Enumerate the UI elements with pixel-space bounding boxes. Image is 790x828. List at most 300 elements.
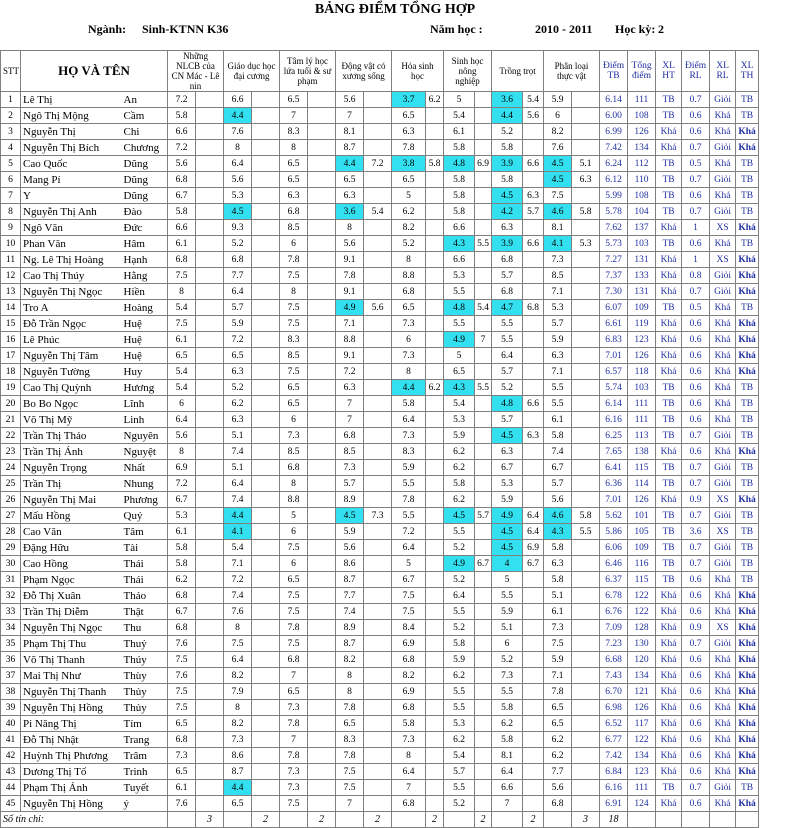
family-name: Đỗ Thị Xuân [21, 588, 122, 604]
given-name: Đào [122, 204, 168, 220]
family-name: Trần Thị Ánh [21, 444, 122, 460]
retake-score-cell [196, 540, 224, 556]
retake-score-cell [364, 348, 392, 364]
retake-score-cell [572, 780, 600, 796]
retake-score-cell [523, 700, 544, 716]
score-cell: 7.5 [280, 588, 308, 604]
retake-score-cell [364, 556, 392, 572]
training-score: 0.7 [682, 508, 710, 524]
family-name: Cao Thị Thúy [21, 268, 122, 284]
score-cell: 7.3 [336, 460, 364, 476]
retake-score-cell [475, 652, 492, 668]
rank-th: TB [736, 556, 759, 572]
table-row [1, 476, 790, 492]
rank-rl: Khá [710, 332, 736, 348]
score-cell: 6.1 [168, 524, 196, 540]
retake-score-cell [523, 604, 544, 620]
retake-score-cell [523, 636, 544, 652]
score-cell: 5.8 [168, 540, 196, 556]
score-cell: 7.1 [544, 668, 572, 684]
score-cell: 4.6 [544, 204, 572, 220]
rank-rl: Giỏi [710, 428, 736, 444]
score-cell: 8 [168, 444, 196, 460]
score-cell: 8.3 [392, 444, 426, 460]
family-name: Huỳnh Thị Phương [21, 748, 122, 764]
family-name: Phan Văn [21, 236, 122, 252]
total-score: 123 [628, 332, 656, 348]
retake-score-cell [308, 764, 336, 780]
row-stt: 12 [1, 268, 21, 284]
retake-score-cell [308, 284, 336, 300]
score-cell: 4.1 [224, 524, 252, 540]
rank-rl: Khá [710, 236, 736, 252]
retake-score-cell [308, 700, 336, 716]
score-cell: 6.2 [444, 668, 475, 684]
avg-score: 5.99 [600, 188, 628, 204]
retake-score-cell [572, 220, 600, 236]
retake-score-cell [475, 316, 492, 332]
score-cell: 7.6 [168, 636, 196, 652]
retake-score-cell [426, 588, 444, 604]
retake-score-cell [572, 124, 600, 140]
score-cell: 7.5 [280, 364, 308, 380]
retake-score-cell [475, 364, 492, 380]
avg-score: 7.09 [600, 620, 628, 636]
score-cell: 6.6 [168, 220, 196, 236]
rank-ht: TB [656, 300, 682, 316]
score-cell: 8.3 [280, 124, 308, 140]
score-cell: 6.8 [492, 284, 523, 300]
total-score: 119 [628, 316, 656, 332]
score-cell: 7.8 [280, 716, 308, 732]
score-cell: 6.7 [168, 188, 196, 204]
family-name: Đặng Hữu [21, 540, 122, 556]
score-cell: 7.5 [280, 316, 308, 332]
retake-score-cell [475, 588, 492, 604]
retake-score-cell [308, 540, 336, 556]
rank-th: Khá [736, 252, 759, 268]
retake-score-cell [475, 348, 492, 364]
score-cell: 5.5 [444, 284, 475, 300]
rank-th: Khá [736, 220, 759, 236]
avg-score: 6.91 [600, 796, 628, 812]
retake-score-cell [308, 476, 336, 492]
retake-score-cell [523, 140, 544, 156]
row-stt: 45 [1, 796, 21, 812]
score-cell: 6.7 [392, 572, 426, 588]
total-score: 111 [628, 780, 656, 796]
score-cell: 6.1 [168, 780, 196, 796]
retake-score-cell [475, 492, 492, 508]
score-cell: 6.8 [224, 252, 252, 268]
score-cell: 4.9 [444, 332, 475, 348]
rank-ht: TB [656, 572, 682, 588]
rank-ht: Khá [656, 620, 682, 636]
score-cell: 4.5 [544, 156, 572, 172]
score-cell: 8.5 [544, 268, 572, 284]
retake-score-cell [196, 236, 224, 252]
score-cell: 5.2 [492, 124, 523, 140]
score-cell: 9.1 [336, 348, 364, 364]
score-cell: 5.8 [444, 476, 475, 492]
score-cell: 7.3 [280, 780, 308, 796]
score-cell: 5.4 [224, 540, 252, 556]
retake-score-cell [426, 716, 444, 732]
score-cell: 8.2 [224, 716, 252, 732]
total-score: 122 [628, 588, 656, 604]
retake-score-cell [196, 700, 224, 716]
score-cell: 6.8 [168, 252, 196, 268]
score-cell: 6.5 [544, 700, 572, 716]
training-score: 0.7 [682, 460, 710, 476]
score-cell: 6.5 [280, 380, 308, 396]
retake-score-cell [252, 636, 280, 652]
retake-score-cell [196, 204, 224, 220]
row-stt: 33 [1, 604, 21, 620]
given-name: Thái [122, 572, 168, 588]
score-cell: 6.2 [544, 748, 572, 764]
training-score: 0.7 [682, 540, 710, 556]
table-row [1, 108, 790, 124]
rank-ht: TB [656, 540, 682, 556]
training-score: 0.6 [682, 716, 710, 732]
retake-score-cell: 7 [475, 332, 492, 348]
retake-score-cell [426, 668, 444, 684]
table-row [1, 364, 790, 380]
score-cell: 5.8 [492, 732, 523, 748]
score-cell: 5.5 [492, 588, 523, 604]
rank-ht: TB [656, 524, 682, 540]
retake-score-cell [426, 204, 444, 220]
family-name: Nguyễn Thị Ngọc [21, 620, 122, 636]
retake-score-cell [196, 620, 224, 636]
table-row [1, 156, 790, 172]
avg-score: 7.42 [600, 748, 628, 764]
score-cell: 4.4 [224, 508, 252, 524]
given-name: Tím [122, 716, 168, 732]
score-cell: 5.6 [168, 156, 196, 172]
total-score: 126 [628, 124, 656, 140]
retake-score-cell [364, 476, 392, 492]
score-cell: 6.8 [392, 700, 426, 716]
retake-score-cell [572, 700, 600, 716]
score-cell: 5.2 [224, 380, 252, 396]
score-cell: 6.7 [168, 492, 196, 508]
retake-score-cell [252, 796, 280, 812]
family-name: Tro A [21, 300, 122, 316]
score-cell: 7.1 [224, 556, 252, 572]
rank-rl: Khá [710, 732, 736, 748]
score-cell: 6.5 [336, 172, 364, 188]
total-score: 120 [628, 652, 656, 668]
retake-score-cell [196, 92, 224, 108]
score-cell: 8 [392, 364, 426, 380]
retake-score-cell [523, 652, 544, 668]
score-cell: 6 [168, 396, 196, 412]
rank-th: Khá [736, 748, 759, 764]
given-name: Dũng [122, 156, 168, 172]
table-row [1, 348, 790, 364]
total-score: 131 [628, 284, 656, 300]
family-name: Ngô Thị Mộng [21, 108, 122, 124]
rank-ht: Khá [656, 668, 682, 684]
rank-ht: Khá [656, 348, 682, 364]
retake-score-cell [252, 348, 280, 364]
total-score: 134 [628, 748, 656, 764]
retake-score-cell [523, 284, 544, 300]
total-score: 111 [628, 412, 656, 428]
score-cell: 7.5 [168, 700, 196, 716]
score-cell: 7.5 [392, 604, 426, 620]
retake-score-cell [308, 780, 336, 796]
row-stt: 13 [1, 284, 21, 300]
score-cell: 6.8 [544, 796, 572, 812]
retake-score-cell [426, 412, 444, 428]
retake-score-cell [426, 780, 444, 796]
rank-th: TB [736, 780, 759, 796]
score-cell: 6.5 [392, 172, 426, 188]
rank-th: Khá [736, 620, 759, 636]
col-xl-rl: XL RL [710, 51, 736, 92]
retake-score-cell [252, 156, 280, 172]
retake-score-cell [475, 572, 492, 588]
rank-th: Khá [736, 636, 759, 652]
score-cell: 6.5 [392, 108, 426, 124]
retake-score-cell [523, 668, 544, 684]
score-cell: 6.7 [544, 460, 572, 476]
score-cell: 7.9 [224, 684, 252, 700]
score-cell: 7.3 [280, 764, 308, 780]
avg-score: 5.78 [600, 204, 628, 220]
score-cell: 4.9 [336, 300, 364, 316]
family-name: Mai Thị Như [21, 668, 122, 684]
given-name: Hoàng [122, 300, 168, 316]
retake-score-cell [364, 444, 392, 460]
training-score: 0.6 [682, 412, 710, 428]
score-cell: 6.2 [168, 572, 196, 588]
table-row [1, 732, 790, 748]
score-cell: 4.4 [392, 380, 426, 396]
retake-score-cell [196, 428, 224, 444]
retake-score-cell [196, 188, 224, 204]
score-cell: 5.5 [444, 524, 475, 540]
rank-rl: Khá [710, 764, 736, 780]
retake-score-cell: 5.7 [523, 204, 544, 220]
rank-rl: XS [710, 524, 736, 540]
score-cell: 6.5 [280, 92, 308, 108]
score-cell: 7.8 [336, 700, 364, 716]
training-score: 1 [682, 252, 710, 268]
credit-1: 3 [196, 812, 224, 828]
retake-score-cell [475, 284, 492, 300]
retake-score-cell [475, 604, 492, 620]
retake-score-cell [364, 140, 392, 156]
score-cell: 7.4 [544, 444, 572, 460]
total-score: 103 [628, 236, 656, 252]
retake-score-cell [308, 492, 336, 508]
score-cell: 7.1 [336, 316, 364, 332]
retake-score-cell: 5.6 [523, 108, 544, 124]
table-row [1, 172, 790, 188]
score-cell: 5.1 [224, 428, 252, 444]
col-subject-7: Trồng trọt [492, 51, 544, 92]
score-cell: 6.5 [280, 572, 308, 588]
retake-score-cell [523, 268, 544, 284]
score-cell: 7.2 [224, 572, 252, 588]
rank-rl: Khá [710, 348, 736, 364]
rank-th: TB [736, 540, 759, 556]
rank-rl: Giỏi [710, 636, 736, 652]
total-score: 126 [628, 348, 656, 364]
retake-score-cell [475, 476, 492, 492]
retake-score-cell [308, 524, 336, 540]
training-score: 0.6 [682, 668, 710, 684]
row-stt: 38 [1, 684, 21, 700]
score-cell: 6.3 [224, 364, 252, 380]
row-stt: 17 [1, 348, 21, 364]
retake-score-cell [308, 172, 336, 188]
score-cell: 6 [544, 108, 572, 124]
score-cell: 5.8 [544, 428, 572, 444]
score-cell: 6.7 [492, 460, 523, 476]
retake-score-cell [252, 652, 280, 668]
total-score: 109 [628, 300, 656, 316]
retake-score-cell [572, 684, 600, 700]
score-cell: 8.5 [280, 348, 308, 364]
score-cell: 5.1 [492, 620, 523, 636]
retake-score-cell [426, 332, 444, 348]
rank-ht: TB [656, 108, 682, 124]
training-score: 0.7 [682, 284, 710, 300]
score-cell: 6.8 [392, 796, 426, 812]
retake-score-cell [572, 796, 600, 812]
total-score: 137 [628, 220, 656, 236]
score-cell: 4.5 [492, 428, 523, 444]
retake-score-cell [364, 588, 392, 604]
rank-rl: Khá [710, 396, 736, 412]
rank-th: Khá [736, 652, 759, 668]
rank-ht: Khá [656, 764, 682, 780]
retake-score-cell [364, 700, 392, 716]
retake-score-cell [426, 220, 444, 236]
retake-score-cell [572, 620, 600, 636]
score-cell: 5.8 [444, 140, 475, 156]
score-cell: 7.5 [280, 300, 308, 316]
family-name: Cao Hồng [21, 556, 122, 572]
table-row [1, 188, 790, 204]
score-cell: 6.3 [544, 348, 572, 364]
rank-rl: Khá [710, 364, 736, 380]
score-cell: 6.3 [336, 188, 364, 204]
retake-score-cell [364, 604, 392, 620]
retake-score-cell [523, 220, 544, 236]
retake-score-cell [196, 284, 224, 300]
retake-score-cell [364, 252, 392, 268]
score-cell: 4.4 [224, 780, 252, 796]
family-name: Y [21, 188, 122, 204]
retake-score-cell [572, 572, 600, 588]
col-diem-rl: Điểm RL [682, 51, 710, 92]
score-cell: 5.3 [444, 716, 475, 732]
row-stt: 7 [1, 188, 21, 204]
score-cell: 7 [280, 668, 308, 684]
total-score: 117 [628, 716, 656, 732]
rank-th: Khá [736, 364, 759, 380]
score-cell: 8 [336, 684, 364, 700]
family-name: Trần Thị [21, 476, 122, 492]
given-name: Linh [122, 412, 168, 428]
avg-score: 6.41 [600, 460, 628, 476]
score-cell: 8.8 [280, 492, 308, 508]
row-stt: 5 [1, 156, 21, 172]
retake-score-cell [475, 268, 492, 284]
retake-score-cell [426, 396, 444, 412]
rank-th: Khá [736, 332, 759, 348]
grade-rows [1, 92, 790, 812]
retake-score-cell: 5.5 [572, 524, 600, 540]
rank-th: TB [736, 476, 759, 492]
retake-score-cell [196, 780, 224, 796]
score-cell: 7.7 [336, 588, 364, 604]
avg-score: 6.52 [600, 716, 628, 732]
score-cell: 5.3 [544, 300, 572, 316]
score-cell: 7.5 [224, 636, 252, 652]
given-name: Chương [122, 140, 168, 156]
retake-score-cell [364, 428, 392, 444]
score-cell: 5.7 [492, 268, 523, 284]
retake-score-cell [196, 332, 224, 348]
score-cell: 7.8 [392, 140, 426, 156]
score-cell: 8.6 [336, 556, 364, 572]
score-cell: 8.5 [336, 444, 364, 460]
retake-score-cell [252, 492, 280, 508]
total-score: 112 [628, 156, 656, 172]
given-name: Thủy [122, 684, 168, 700]
score-cell: 7.3 [392, 348, 426, 364]
retake-score-cell [523, 172, 544, 188]
given-name: Nguyên [122, 428, 168, 444]
rank-ht: TB [656, 156, 682, 172]
retake-score-cell [252, 140, 280, 156]
retake-score-cell [308, 220, 336, 236]
retake-score-cell [196, 652, 224, 668]
score-cell: 5.5 [492, 684, 523, 700]
score-cell: 8.7 [224, 764, 252, 780]
retake-score-cell [252, 620, 280, 636]
score-cell: 4.8 [492, 396, 523, 412]
rank-ht: Khá [656, 684, 682, 700]
avg-score: 7.30 [600, 284, 628, 300]
rank-ht: TB [656, 172, 682, 188]
retake-score-cell: 6.3 [523, 188, 544, 204]
score-cell: 5.6 [336, 92, 364, 108]
retake-score-cell: 5.5 [475, 236, 492, 252]
score-cell: 7.8 [336, 268, 364, 284]
score-cell: 5.4 [444, 108, 475, 124]
family-name: Lê Thị [21, 92, 122, 108]
given-name: Nhất [122, 460, 168, 476]
score-cell: 5.2 [224, 236, 252, 252]
score-cell: 6.5 [280, 396, 308, 412]
retake-score-cell [426, 188, 444, 204]
retake-score-cell [364, 620, 392, 636]
given-name: Thật [122, 604, 168, 620]
col-subject-1: Những NLCB của CN Mác - Lê nin [168, 51, 224, 92]
family-name: Ng. Lê Thị Hoàng [21, 252, 122, 268]
rank-ht: Khá [656, 316, 682, 332]
retake-score-cell [308, 332, 336, 348]
score-cell: 3.9 [492, 236, 523, 252]
